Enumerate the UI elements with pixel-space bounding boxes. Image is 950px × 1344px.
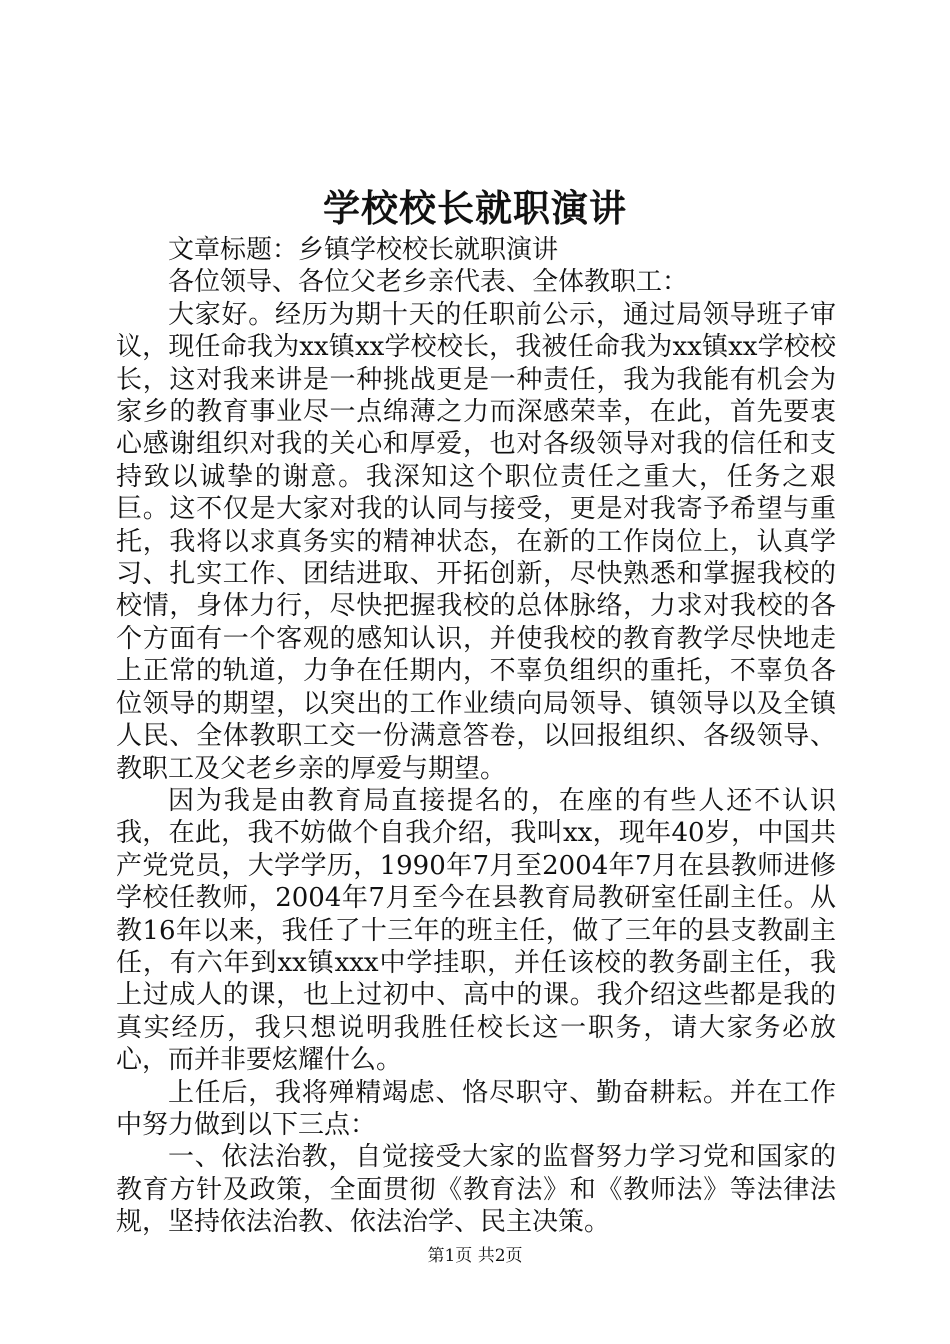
- paragraph-salutation: 各位领导、各位父老乡亲代表、全体教职工：: [168, 267, 689, 298]
- page-number-footer: 第1页 共2页: [427, 1246, 523, 1266]
- document-title: 学校校长就职演讲: [323, 186, 627, 230]
- paragraph-article-title: 文章标题：乡镇学校校长就职演讲: [168, 235, 559, 265]
- paragraph-greeting: 大家好。经历为期十天的任职前公示，通过局领导班子审议，现任命我为xx镇xx学校校长，我被任命我为xx镇xx学校校长，这对我来讲是一种挑战更是一种责任，我为我能有机会为家乡的教育事业尽一点绵薄之力而深感荣幸，在此，首先要衷心感谢组织对我的关心和厚爱，也对各级领导对我的信任和支持致以诚挚的谢意。我深知这个职位责任之重大，任务之艰巨。这不仅是大家对我的认同与接受，更是对我寄予希望与重托，我将以求真务实的精神状态，在新的工作岗位上，认真学习、扎实工作、团结进取、开拓创新，尽快熟悉和掌握我校的校情，身体力行，尽快把握我校的总体脉络，力求对我校的各个方面有一个客观的感知认识，并使我校的教育教学尽快地走上正常的轨道，力争在任期内，不辜负组织的重托，不辜负各位领导的期望，以突出的工作业绩向局领导、镇领导以及全镇人民、全体教职工交一份满意答卷，以回报组织、各级领导、教职工及父老乡亲的厚爱与期望。: [116, 299, 836, 784]
- paragraph-commitment: 上任后，我将殚精竭虑、恪尽职守、勤奋耕耘。并在工作中努力做到以下三点：: [116, 1077, 836, 1140]
- document-body: [116, 234, 836, 1239]
- paragraph-self-introduction: 因为我是由教育局直接提名的，在座的有些人还不认识我，在此，我不妨做个自我介绍，我叫xx，现年40岁，中国共产党党员，大学学历，1990年7月至2004年7月在县教师进修学校任教师，2004年7月至今在县教育局教研室任副主任。从教16年以来，我任了十三年的班主任，做了三年的县支教副主任，有六年到xx镇xxx中学挂职，并任该校的教务副主任，我上过成人的课，也上过初中、高中的课。我介绍这些都是我的真实经历，我只想说明我胜任校长这一职务，请大家务必放心，而并非要炫耀什么。: [116, 785, 836, 1076]
- paragraph-point-one: 一、依法治教，自觉接受大家的监督努力学习党和国家的教育方针及政策，全面贯彻《教育法》和《教师法》等法律法规，坚持依法治教、依法治学、民主决策。: [116, 1142, 836, 1238]
